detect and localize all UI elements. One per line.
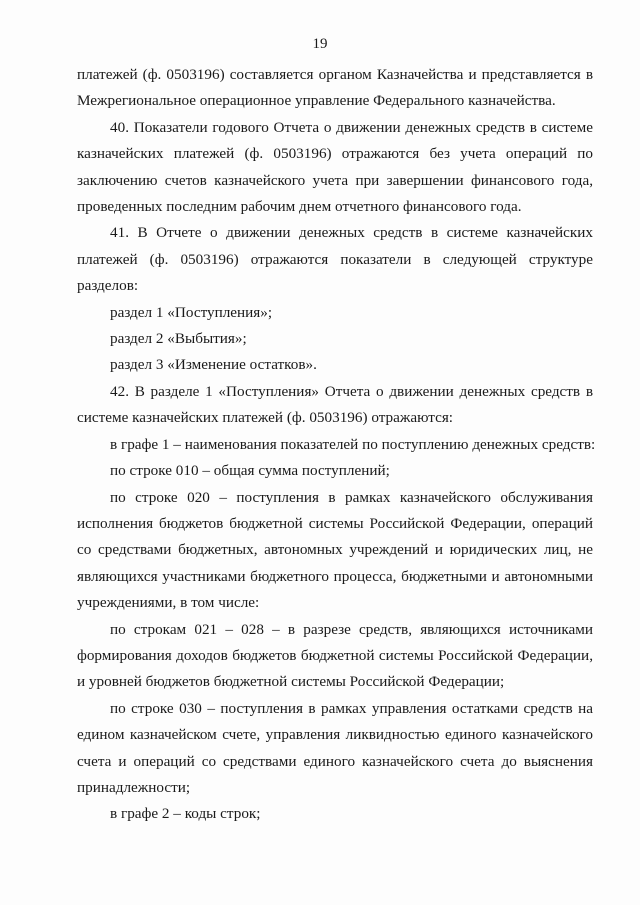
text-line: 40. Показатели годового Отчета о движении денежных средств в системе [110, 118, 593, 136]
text-line: 42. В разделе 1 «Поступления» Отчета о движении денежных средств в [110, 382, 593, 400]
text-line: платежей (ф. 0503196) составляется органом Казначейства и представляется в [77, 66, 593, 83]
page-number: 19 [312, 36, 328, 52]
text-line: в графе 2 – коды строк; [110, 805, 261, 823]
text-line: по строке 020 – поступления в рамках казначейского обслуживания [110, 488, 593, 506]
text-line: формирования доходов бюджетов бюджетной системы Российской Федерации, [77, 646, 593, 664]
text-line: раздел 2 «Выбытия»; [110, 330, 247, 348]
text-line: раздел 1 «Поступления»; [110, 303, 273, 321]
text-line: учреждениями, в том числе: [77, 594, 260, 612]
text-line: являющихся участниками бюджетного процесса, бюджетными и автономными [77, 567, 593, 585]
text-line: Межрегиональное операционное управление Федерального казначейства. [77, 92, 556, 110]
text-line: по строке 030 – поступления в рамках управления остатками средств на [110, 699, 593, 717]
text-line: принадлежности; [77, 778, 191, 796]
text-line: платежей (ф. 0503196) отражаются показатели в следующей структуре [77, 250, 593, 268]
text-line: казначейских платежей (ф. 0503196) отражаются без учета операций по [77, 145, 593, 163]
text-line: со средствами бюджетных, автономных учреждений и юридических лиц, не [77, 541, 593, 559]
text-line: заключению счетов казначейского учета при завершении финансового года, [77, 171, 593, 189]
text-line: системе казначейских платежей (ф. 0503196) отражаются: [77, 409, 454, 427]
text-line: по строкам 021 – 028 – в разрезе средств, являющихся источниками [110, 620, 593, 638]
text-line: раздел 3 «Изменение остатков». [110, 356, 317, 374]
text-line: и уровней бюджетов бюджетной системы Российской Федерации; [77, 673, 505, 691]
text-line: разделов: [77, 277, 139, 295]
document-body [77, 62, 596, 828]
text-line: в графе 1 – наименования показателей по поступлению денежных средств: [110, 435, 596, 453]
text-line: 41. В Отчете о движении денежных средств в системе казначейских [110, 224, 593, 242]
text-line: счета и операций со средствами единого казначейского счета до выяснения [77, 752, 593, 770]
text-line: проведенных последним рабочим днем отчетного финансового года. [77, 198, 522, 216]
text-line: едином казначейском счете, управления ликвидностью единого казначейского [77, 726, 593, 744]
text-line: исполнения бюджетов бюджетной системы Российской Федерации, операций [77, 514, 593, 532]
text-line: по строке 010 – общая сумма поступлений; [110, 462, 390, 480]
